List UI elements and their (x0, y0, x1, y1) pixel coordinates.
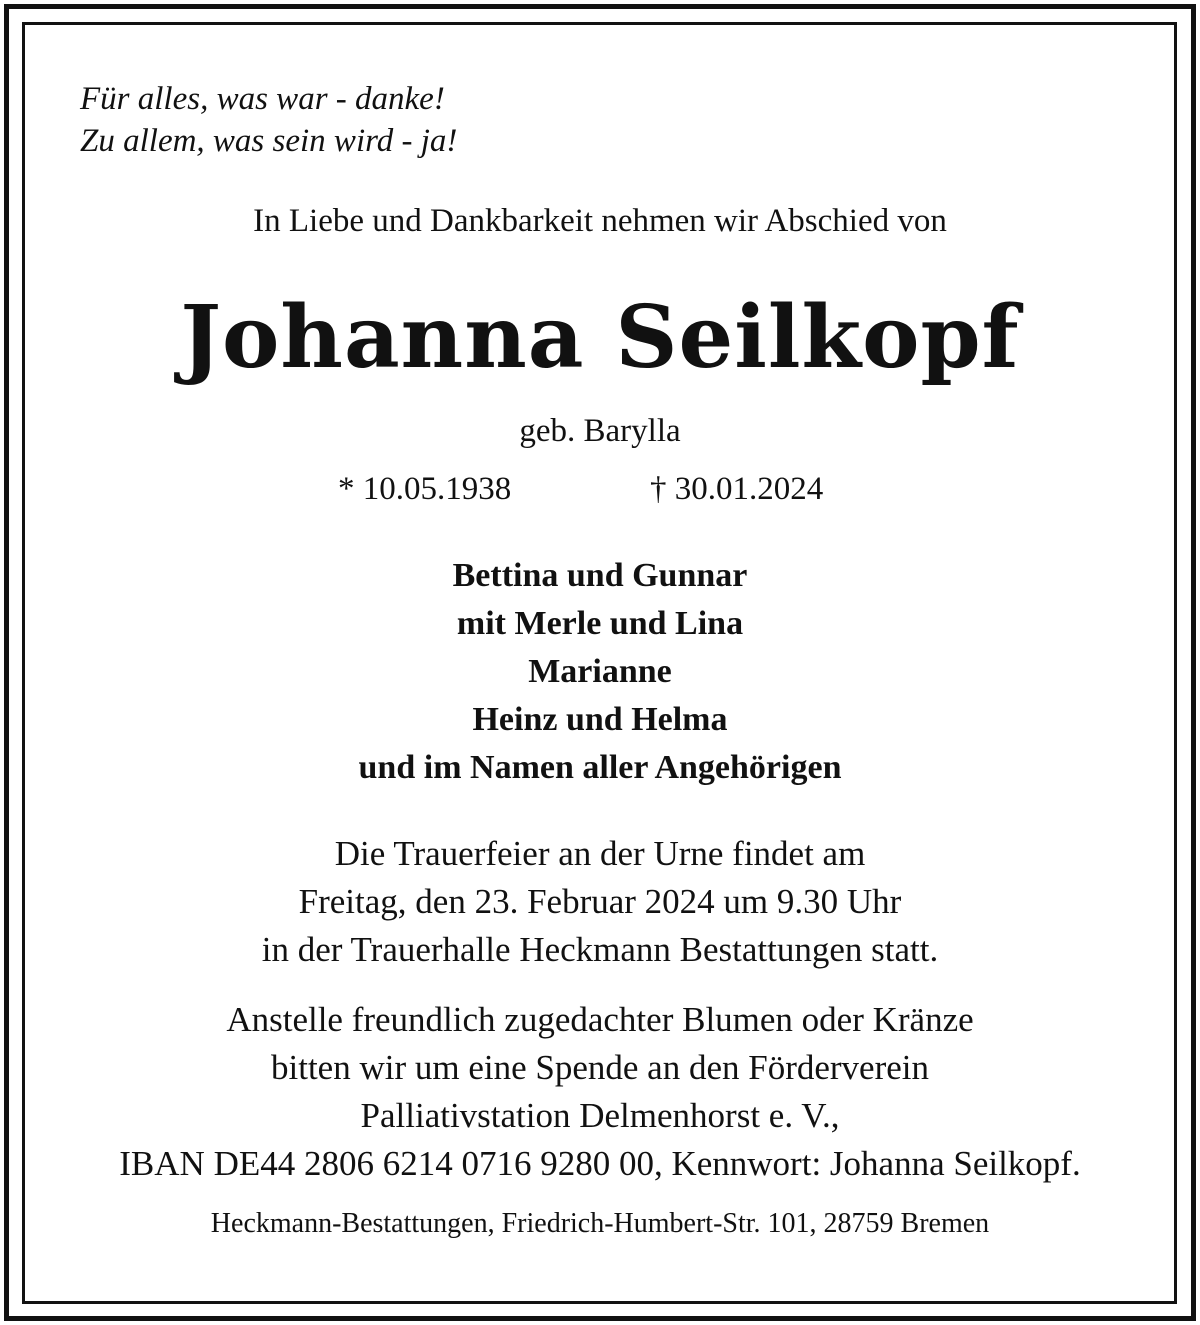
mourner-line: Marianne (528, 653, 672, 690)
funeral-home-address: Heckmann-Bestattungen, Friedrich-Humbert-Str. 101, 28759 Bremen (210, 1208, 990, 1239)
deceased-name: Johanna Seilkopf (180, 287, 1020, 388)
donation-iban-line: IBAN DE44 2806 6214 0716 9280 00, Kennwort: Johanna Seilkopf. (119, 1144, 1081, 1183)
motto-line-2: Zu allem, was sein wird - ja! (80, 123, 458, 159)
birth-date: * 10.05.1938 (338, 471, 512, 507)
motto-line-1: Für alles, was war - danke! (80, 81, 445, 117)
mourner-line: Heinz und Helma (472, 701, 728, 738)
donation-line: Anstelle freundlich zugedachter Blumen oder Kränze (226, 1000, 974, 1039)
maiden-name: geb. Barylla (519, 413, 681, 449)
mourner-line: und im Namen aller Angehörigen (358, 749, 842, 786)
motto (80, 78, 457, 162)
mourner-line: mit Merle und Lina (456, 605, 744, 642)
mourner-line: Bettina und Gunnar (452, 557, 748, 594)
death-date: † 30.01.2024 (650, 471, 824, 507)
donation-info (0, 996, 1200, 1188)
mourners-list (0, 552, 1200, 792)
intro-text: In Liebe und Dankbarkeit nehmen wir Abschied von (253, 203, 947, 239)
ceremony-line: Freitag, den 23. Februar 2024 um 9.30 Uhr (298, 882, 902, 921)
donation-line: bitten wir um eine Spende an den Förderverein (271, 1048, 929, 1087)
ceremony-line: in der Trauerhalle Heckmann Bestattungen statt. (261, 930, 939, 969)
donation-line: Palliativstation Delmenhorst e. V., (360, 1096, 840, 1135)
ceremony-line: Die Trauerfeier an der Urne findet am (334, 834, 866, 873)
ceremony-info (0, 830, 1200, 974)
